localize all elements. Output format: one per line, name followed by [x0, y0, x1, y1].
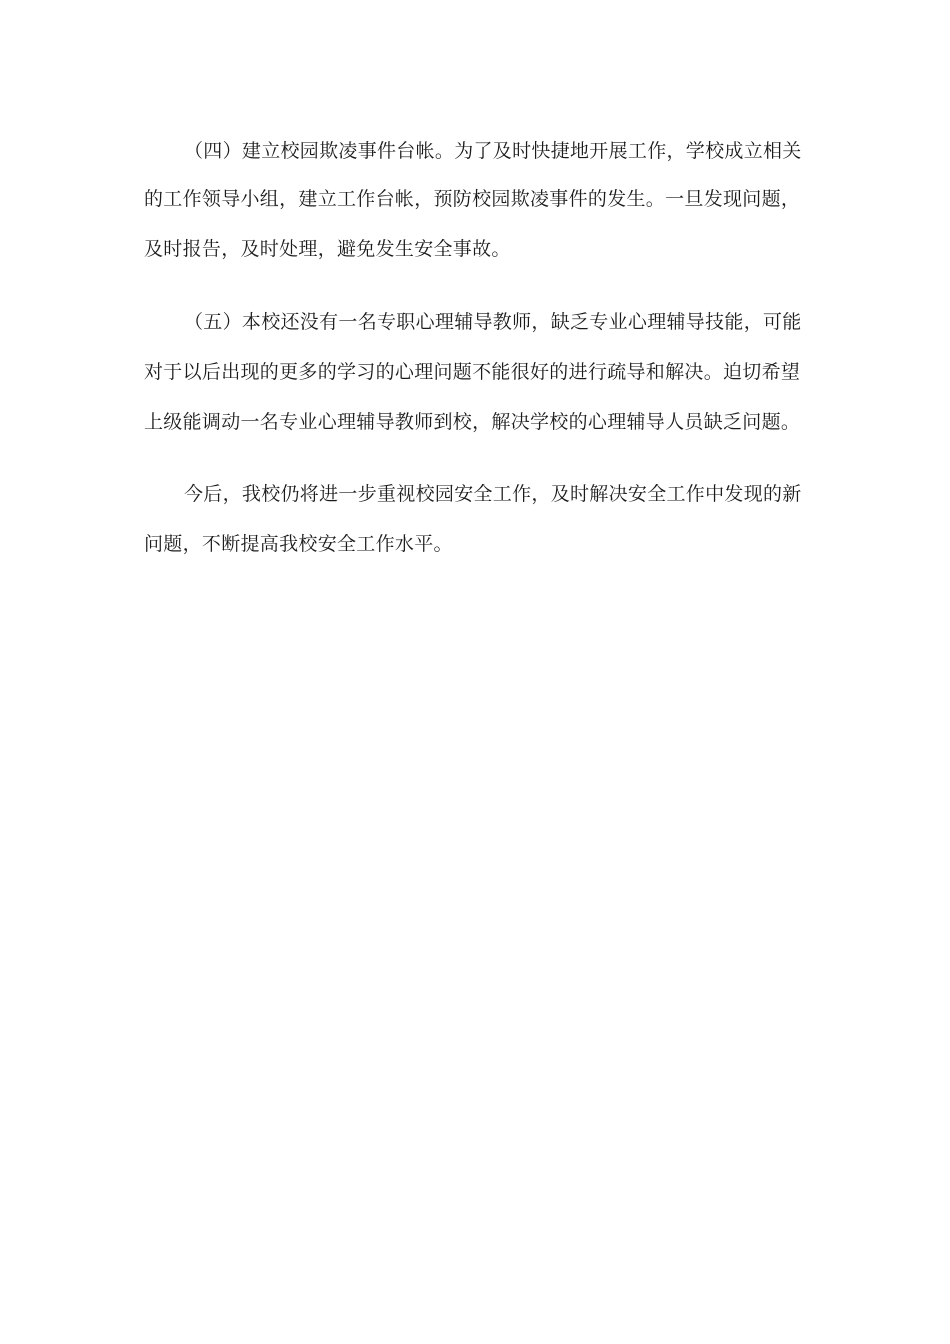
paragraph-line: （五）本校还没有一名专职心理辅导教师，缺乏专业心理辅导技能，可能 — [184, 311, 802, 333]
paragraph-line: 对于以后出现的更多的学习的心理问题不能很好的进行疏导和解决。迫切希望 — [144, 361, 801, 383]
paragraph-line: （四）建立校园欺凌事件台帐。为了及时快捷地开展工作，学校成立相关 — [184, 140, 802, 162]
paragraph-line: 的工作领导小组，建立工作台帐，预防校园欺凌事件的发生。一旦发现问题， — [144, 188, 801, 210]
paragraph-line: 上级能调动一名专业心理辅导教师到校，解决学校的心理辅导人员缺乏问题。 — [144, 411, 801, 433]
paragraph-line: 今后，我校仍将进一步重视校园安全工作，及时解决安全工作中发现的新 — [184, 483, 802, 505]
paragraph-line: 问题，不断提高我校安全工作水平。 — [144, 533, 453, 555]
paragraph-line: 及时报告，及时处理，避免发生安全事故。 — [144, 238, 511, 260]
